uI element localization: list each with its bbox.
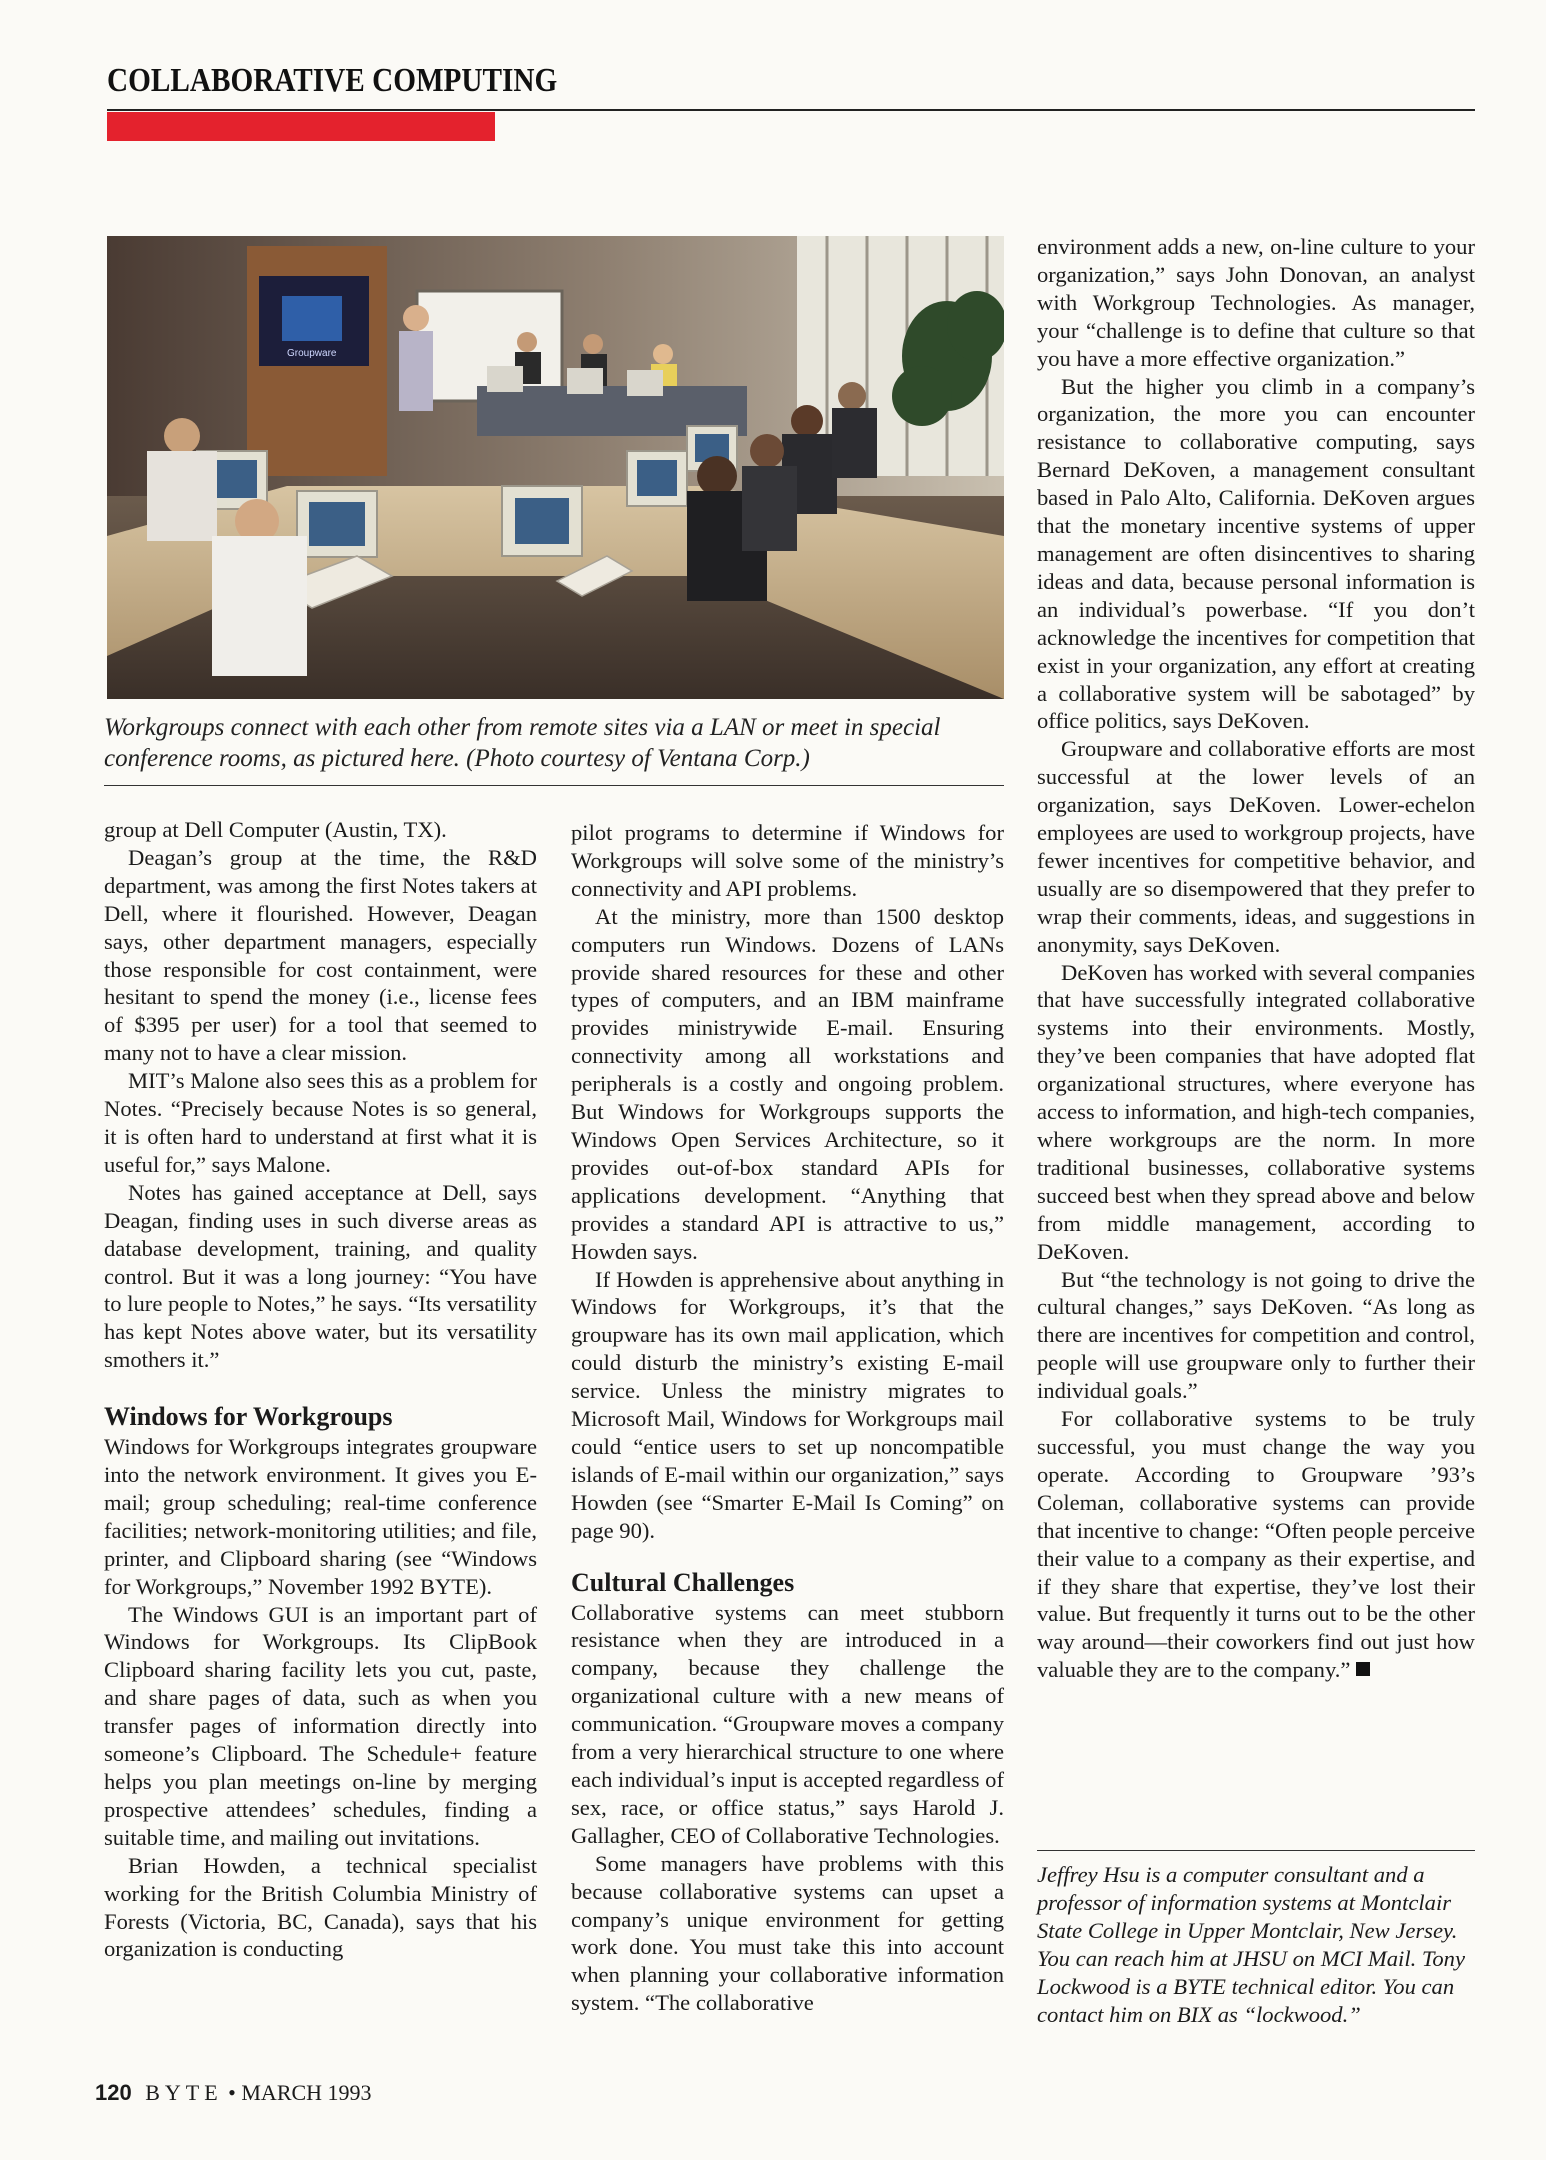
screen-logo-text: Groupware <box>287 348 337 359</box>
bio-rule <box>1037 1850 1475 1851</box>
section-title: COLLABORATIVE COMPUTING <box>107 62 558 99</box>
magazine-name: BYTE <box>145 2080 223 2105</box>
paragraph: The Windows GUI is an important part of Windows for Workgroups. Its ClipBook Clipboard sharing facility lets you cut, paste, and share pages of data, such as when you transfer pages of information directly into someone’s Clipboard. The Schedule+ feature helps you plan meetings on-line by merging prospective attendees’ schedules, finding a suitable time, and mailing out invitations. <box>104 1601 537 1850</box>
paragraph-final-text: For collaborative systems to be truly successful, you must change the way you operate. According to Groupware ’93’s Coleman, collaborative systems can provide that incentive to change: “Often people perceive their value to a company as their expertise, and if they share that expertise, they’ve lost their value. But frequently it turns out to be the other way around—their coworkers find out just how valuable they are to the company.” <box>1037 1406 1475 1683</box>
paragraph: Some managers have problems with this because collaborative systems can upset a company’s unique environment for getting work done. You must take this into account when planning your collaborative information system. “The collaborative <box>571 1850 1004 2016</box>
footer-separator: • <box>228 2080 236 2105</box>
subheading-cultural-challenges: Cultural Challenges <box>571 1567 795 1597</box>
subheading-windows-for-workgroups: Windows for Workgroups <box>104 1402 393 1432</box>
header-accent-bar <box>107 112 495 141</box>
issue-date: MARCH 1993 <box>241 2080 372 2105</box>
paragraph: At the ministry, more than 1500 desktop computers run Windows. Dozens of LANs provide shared resources for these and other types of computers, and an IBM mainframe provides ministrywide E-mail. Ensuring connectivity among all workstations and peripherals is a costly and ongoing problem. But Windows for Workgroups supports the Windows Open Services Architecture, so it provides out-of-box standard APIs for applications development. “Anything that provides a standard API is attractive to us,” Howden says. <box>571 903 1004 1264</box>
paragraph: MIT’s Malone also sees this as a problem for Notes. “Precisely because Notes is so general, it is often hard to understand at first what it is useful for,” says Malone. <box>104 1068 537 1177</box>
paragraph: pilot programs to determine if Windows for Workgroups will solve some of the ministry’s connectivity and API problems. <box>571 820 1004 901</box>
paragraph: Brian Howden, a technical specialist working for the British Columbia Ministry of Forests (Victoria, BC, Canada), says that his organization is conducting <box>104 1852 537 1962</box>
paragraph: But “the technology is not going to drive the cultural changes,” says DeKoven. “As long as there are incentives for competition and control, people will use groupware only to further their individual goals.” <box>1037 1266 1475 1404</box>
article-column-1 <box>104 816 537 1963</box>
page-number: 120 <box>95 2080 132 2105</box>
paragraph: Groupware and collaborative efforts are most successful at the lower levels of an organization, says DeKoven. Lower-echelon employees are used to workgroup projects, have fewer incentives for competitive behavior, and usually are so disempowered that they prefer to wrap their comments, ideas, and suggestions in anonymity, says DeKoven. <box>1037 736 1475 957</box>
end-of-article-mark-icon <box>1356 1662 1370 1676</box>
author-bio: Jeffrey Hsu is a computer consultant and a professor of information systems at Montclair State College in Upper Montclair, New Jersey. You can reach him at JHSU on MCI Mail. Tony Lockwood is a BYTE technical editor. You can contact him on BIX as “lockwood.” <box>1037 1862 1466 2027</box>
paragraph: group at Dell Computer (Austin, TX). <box>104 817 447 842</box>
header-rule <box>107 109 1475 111</box>
paragraph: If Howden is apprehensive about anything in Windows for Workgroups, it’s that the groupware has its own mail application, which could disturb the ministry’s existing E-mail service. Unless the ministry migrates to Microsoft Mail, Windows for Workgroups mail could “entice users to set up noncompatible islands of E-mail within our organization,” says Howden (see “Smarter E-Mail Is Coming” on page 90). <box>571 1266 1004 1543</box>
paragraph: Notes has gained acceptance at Dell, says Deagan, finding uses in such diverse areas as database development, training, and quality control. But it was a long journey: “You have to lure people to Notes,” he says. “Its versatility has kept Notes above water, but its versatility smothers it.” <box>104 1179 537 1373</box>
paragraph: DeKoven has worked with several companies that have successfully integrated collaborative systems into their environments. Mostly, they’ve been companies that have adopted flat organizational structures, where everyone has access to information, and high-tech companies, where workgroups are the norm. In more traditional businesses, collaborative systems succeed best when they spread above and below from middle management, according to DeKoven. <box>1037 959 1475 1264</box>
paragraph: Deagan’s group at the time, the R&D department, was among the first Notes takers at Dell, where it flourished. However, Deagan says, other department managers, especially those responsible for cost containment, were hesitant to spend the money (i.e., license fees of $395 per user) for a tool that seemed to many not to have a clear mission. <box>104 844 537 1066</box>
page-footer <box>95 2080 372 2106</box>
paragraph: But the higher you climb in a company’s organization, the more you can encounter resistance to collaborative computing, says Bernard DeKoven, a management consultant based in Palo Alto, California. DeKoven argues that the monetary incentive systems of upper management are often disincentives to sharing ideas and data, because personal information is an individual’s powerbase. “If you don’t acknowledge the incentives for competition that exist in your organization, any effort at creating a collaborative system will be sabotaged” by office politics, says DeKoven. <box>1037 373 1475 734</box>
paragraph: Windows for Workgroups integrates groupware into the network environment. It gives you E-mail; group scheduling; real-time conference facilities; network-monitoring utilities; and file, printer, and Clipboard sharing (see “Windows for Workgroups,” November 1992 BYTE). <box>104 1434 537 1599</box>
photo-caption: Workgroups connect with each other from remote sites via a LAN or meet in special conference rooms, as pictured here. (Photo courtesy of Ventana Corp.) <box>104 714 941 772</box>
article-column-3 <box>1037 233 1475 1684</box>
paragraph-final <box>1037 1405 1475 1684</box>
article-column-2 <box>571 819 1004 2017</box>
conference-room-illustration <box>107 236 1004 699</box>
paragraph: Collaborative systems can meet stubborn resistance when they are introduced in a company, because they challenge the organizational culture with a new means of communication. “Groupware moves a company from a very hierarchical structure to one where each individual’s input is accepted regardless of sex, race, or office status,” says Harold J. Gallagher, CEO of Collaborative Technologies. <box>571 1599 1004 1848</box>
caption-rule <box>104 785 1004 786</box>
conference-room-photo <box>107 236 1004 699</box>
paragraph: environment adds a new, on-line culture to your organization,” says John Donovan, an analyst with Workgroup Technologies. As manager, your “challenge is to define that culture so that you have a more effective organization.” <box>1037 234 1475 371</box>
